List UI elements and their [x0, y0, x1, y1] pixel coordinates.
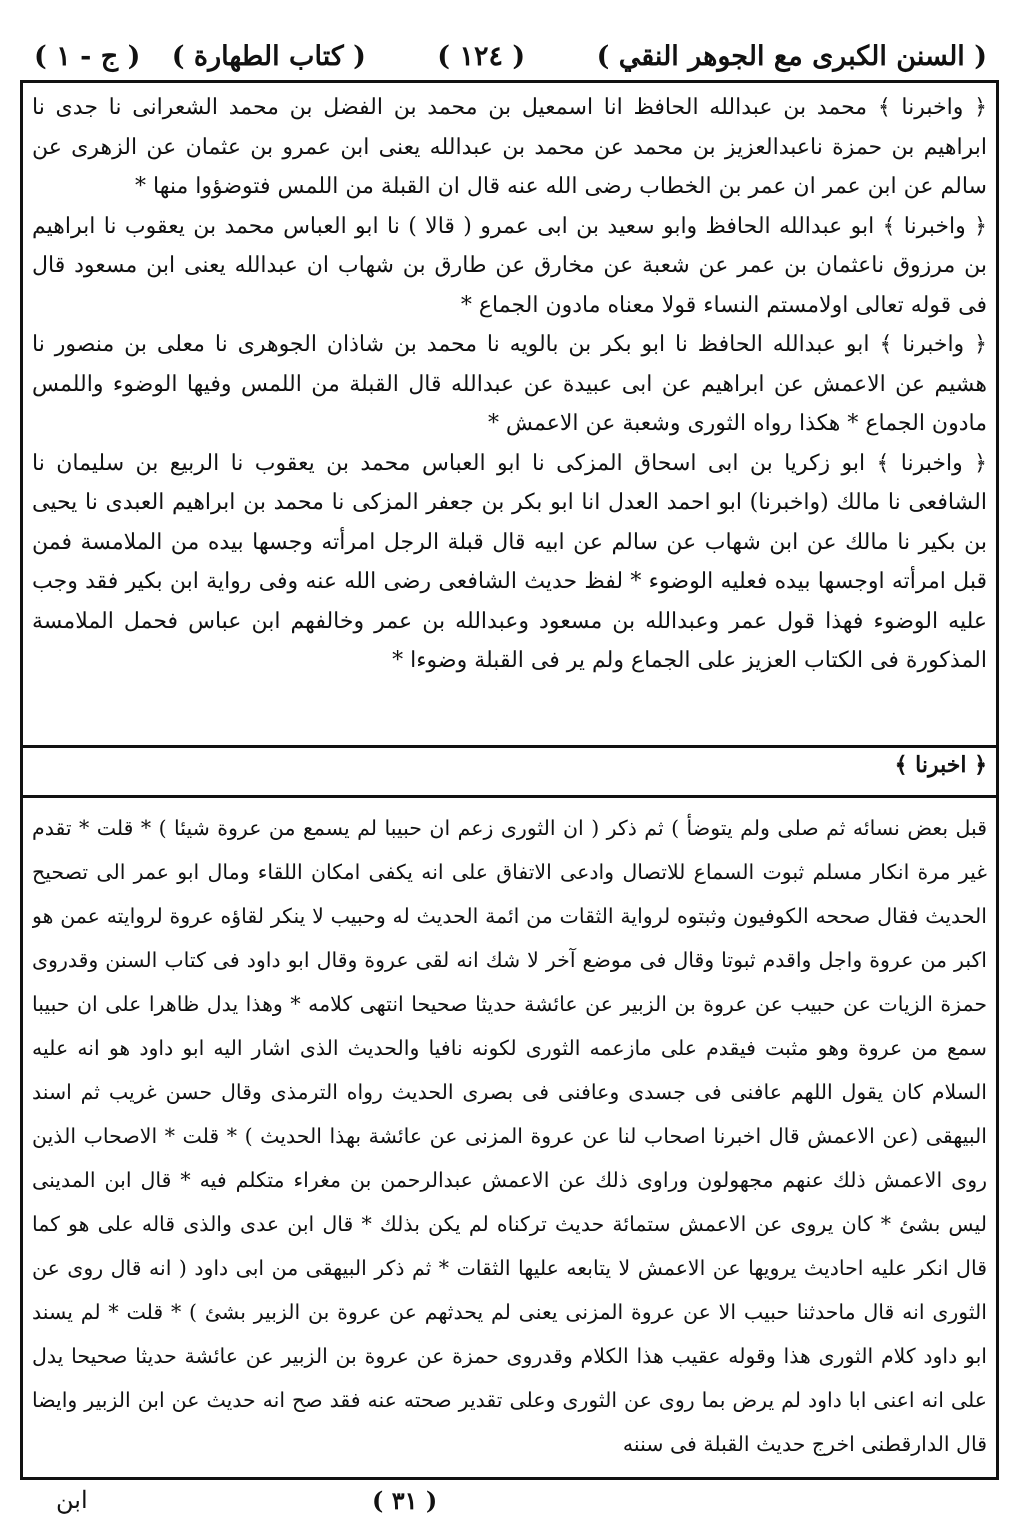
main-paragraph: ﴿ واخبرنا ﴾ ابو عبدالله الحافظ نا ابو بكر بن بالويه نا محمد بن شاذان الجوهرى نا معلى بن منصور نا هشيم عن الاعمش عن ابراهيم عن ابى عبيدة عن عبدالله قال القبلة من اللمس وفيها الوضوء واللمس مادون الجماع * هكذا رواه الثورى وشعبة عن الاعمش * [32, 332, 987, 436]
section-divider [20, 745, 999, 748]
chapter-title: ( كتاب الطهارة ) [171, 40, 366, 72]
frame-right-rule [996, 80, 999, 1477]
book-title: ( السنن الكبرى مع الجوهر النقي ) [596, 40, 987, 72]
main-text [32, 88, 987, 738]
main-paragraph: ﴿ واخبرنا ﴾ ابو زكريا بن ابى اسحاق المزكى نا ابو العباس محمد بن يعقوب نا الربيع بن سليمان نا الشافعى نا مالك (واخبرنا) ابو احمد العدل انا ابو بكر بن جعفر المزكى نا محمد بن ابراهيم العبدى نا يحيى بن بكير نا مالك عن ابن شهاب عن سالم عن ابيه قال قبلة الرجل امرأته وجسها بيده من الملامسة فمن قبل امرأته اوجسها بيده فعليه الوضوء * لفظ حديث الشافعى رضى الله عنه وفى رواية ابن بكير فقد وجب عليه الوضوء فهذا قول عمر وعبدالله بن مسعود وعبدالله بن عمر وخالفهم ابن عباس فحمل الملامسة المذكورة فى الكتاب العزيز على الجماع ولم ير فى القبلة وضوءا * [32, 450, 987, 673]
frame-bottom-rule [20, 1477, 999, 1480]
main-paragraph: ﴿ واخبرنا ﴾ ابو عبدالله الحافظ وابو سعيد بن ابى عمرو ( قالا ) نا ابو العباس محمد بن يعقوب نا ابراهيم بن مرزوق ناعثمان بن عمر عن شعبة عن مخارق عن طارق بن شهاب ان عبدالله يعنى ابن مسعود قال فى قوله تعالى اولامستم النساء قولا معناه مادون الجماع * [32, 213, 987, 318]
section-label: ﴿ اخبرنا ﴾ [894, 752, 987, 778]
frame-top-rule [20, 80, 999, 83]
page-number: ( ١٢٤ ) [437, 40, 526, 72]
frame-left-rule [20, 80, 23, 1477]
sheet-number: ( ٣١ ) [372, 1486, 438, 1515]
catchword: ابن [56, 1486, 88, 1514]
main-paragraph: ﴿ واخبرنا ﴾ محمد بن عبدالله الحافظ انا اسمعيل بن محمد بن الفضل بن محمد الشعرانى نا جدى نا ابراهيم بن حمزة ناعبدالعزيز بن محمد عن محمد بن عبدالله يعنى ابن عمرو بن عثمان عن الزهرى عن سالم عن ابن عمر ان عمر بن الخطاب رضى الله عنه قال ان القبلة من اللمس فتوضؤوا منها * [32, 95, 987, 199]
commentary-text [32, 806, 987, 1474]
page-header [22, 30, 997, 82]
commentary-divider [20, 795, 999, 798]
volume-number: ( ج - ١ ) [34, 40, 141, 72]
commentary-paragraph: قبل بعض نسائه ثم صلى ولم يتوضأ ) ثم ذكر ( ان الثورى زعم ان حبيبا لم يسمع من عروة شيئا ) * قلت * تقدم غير مرة انكار مسلم ثبوت السماع للاتصال وادعى الاتفاق على انه يكفى امكان اللقاء ومال ابو عمر الى تصحيح الحديث فقال صححه الكوفيون وثبتوه لرواية الثقات من ائمة الحديث له وحبيب لا ينكر لقاؤه عروة لروايته عمن هو اكبر من عروة واجل واقدم ثبوتا وقال فى موضع آخر لا شك انه لقى عروة وقال ابو داود فى كتاب السنن وقدروى حمزة الزيات عن حبيب عن عروة بن الزبير عن عائشة حديثا صحيحا انتهى كلامه * وهذا يدل ظاهرا على ان حبيبا سمع من عروة وهو مثبت فيقدم على مازعمه الثورى لكونه نافيا والحديث الذى اشار اليه ابو داود هو انه عليه السلام كان يقول اللهم عافنى فى جسدى وعافنى فى بصرى الحديث رواه الترمذى وقال حسن غريب ثم اسند البيهقى (عن الاعمش قال اخبرنا اصحاب لنا عن عروة المزنى عن عائشة بهذا الحديث ) * قلت * الاصحاب الذين روى الاعمش ذلك عنهم مجهولون وراوى ذلك عن الاعمش عبدالرحمن بن مغراء متكلم فيه * قال ابن المدينى ليس بشئ * كان يروى عن الاعمش ستمائة حديث تركناه لم يكن بذلك * قال ابن عدى والذى قاله على هو كما قال انكر عليه احاديث يرويها عن الاعمش لا يتابعه عليها الثقات * ثم ذكر البيهقى من ابى داود ( انه قال روى عن الثورى انه قال ماحدثنا حبيب الا عن عروة المزنى يعنى لم يحدثهم عن عروة بن الزبير بشئ ) * قلت * لم يسند ابو داود كلام الثورى هذا وقوله عقيب هذا الكلام وقدروى حمزة عن عروة بن الزبير عن عائشة حديثا صحيحا يدل على انه اعنى ابا داود لم يرض بما روى عن الثورى وعلى تقدير صحته عنه فقد صح انه حديث عن ابن الزبير وايضا قال الدارقطنى اخرج حديث القبلة فى سننه [32, 816, 987, 1456]
